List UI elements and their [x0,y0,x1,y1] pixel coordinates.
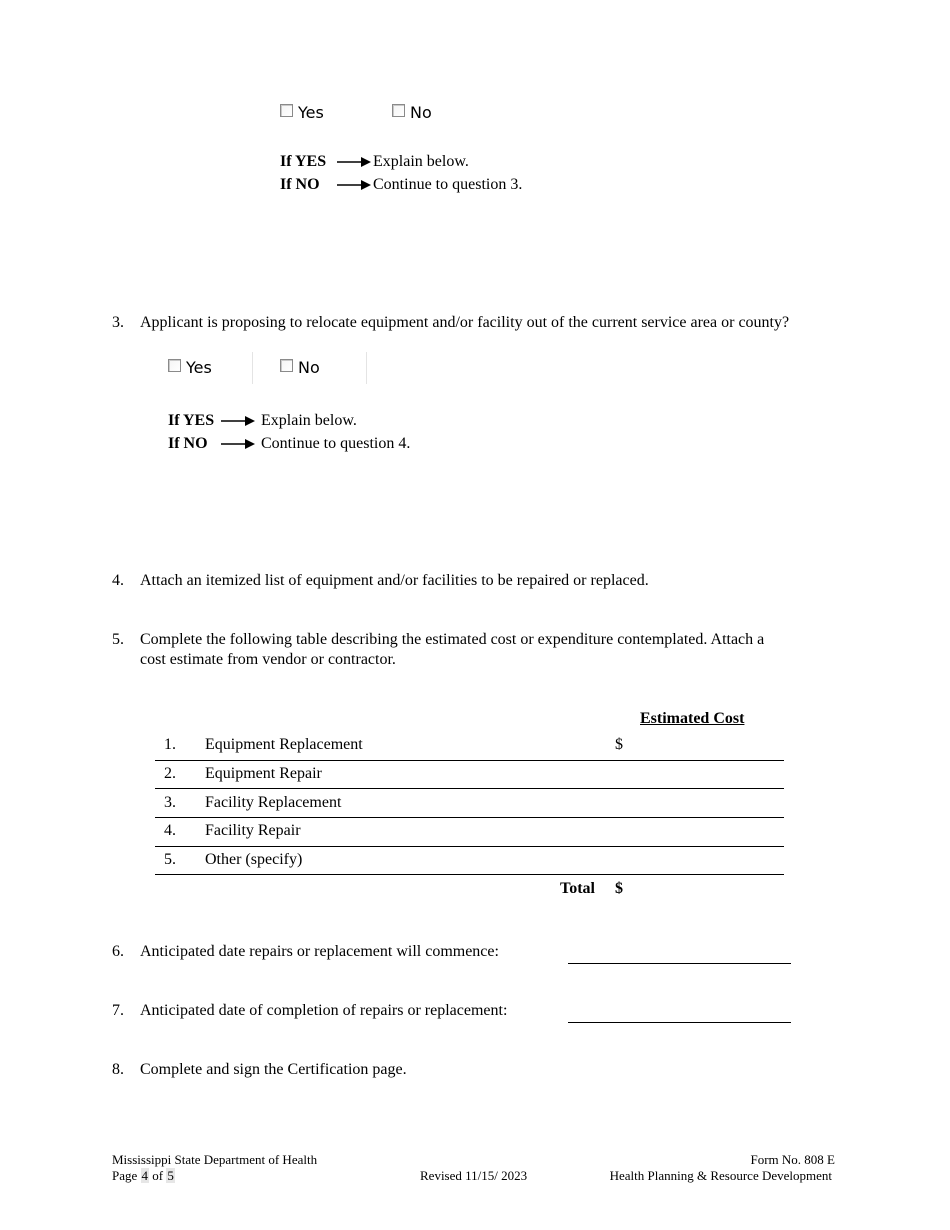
q2-yes-option[interactable] [280,103,324,122]
cost-row-number: 1. [164,736,176,753]
estimated-cost-header: Estimated Cost [640,710,745,727]
arrow-right-icon [337,155,371,173]
facility-repair-cost-field[interactable] [630,820,780,842]
q2-no-label: No [410,103,432,122]
q3-no-label: No [298,358,320,377]
q6-number: 6. [112,943,124,960]
q7-number: 7. [112,1002,124,1019]
equipment-repair-cost-field[interactable] [630,763,780,785]
cost-row-label: Other (specify) [205,851,303,868]
q3-yes-label: Yes [186,358,212,377]
cost-row-label: Facility Replacement [205,794,342,811]
q2-no-option[interactable] [392,103,432,122]
q3-yes-checkbox[interactable] [168,359,181,372]
q2-if-yes-label: If YES [280,153,327,170]
q3-yes-option[interactable] [168,358,212,377]
q2-if-no-line [280,176,320,194]
q3-if-yes-label: If YES [168,412,215,429]
equipment-replacement-cost-field[interactable] [630,734,780,756]
table-divider [155,874,784,875]
q5-text-line2: cost estimate from vendor or contractor. [140,651,396,668]
q3-number: 3. [112,314,124,331]
cost-row-number: 2. [164,765,176,782]
q2-if-yes-line [280,153,326,171]
other-cost-field[interactable] [630,849,780,871]
divider [366,352,367,384]
footer-page [112,1168,175,1184]
footer-form-no: Form No. 808 E [750,1152,835,1167]
q2-yes-label: Yes [298,103,324,122]
q2-no-checkbox[interactable] [392,104,405,117]
arrow-right-icon [221,414,255,432]
completion-date-field[interactable] [568,1022,791,1023]
dollar-sign: $ [615,736,623,753]
q3-if-no-text: Continue to question 4. [261,435,411,452]
page-current: 4 [141,1168,149,1183]
q3-if-no-label: If NO [168,435,208,452]
total-label: Total [560,880,595,897]
footer-revised: Revised 11/15/ 2023 [420,1168,528,1183]
q8-text: Complete and sign the Certification page. [140,1061,407,1078]
q3-if-no-line [168,435,208,453]
footer-org: Mississippi State Department of Health [112,1152,318,1167]
q6-text: Anticipated date repairs or replacement will commence: [140,943,499,960]
q8-number: 8. [112,1061,124,1078]
q7-text: Anticipated date of completion of repairs or replacement: [140,1002,508,1019]
arrow-right-icon [337,178,371,196]
q3-no-option[interactable] [280,358,320,377]
commence-date-field[interactable] [568,963,791,964]
cost-row-number: 5. [164,851,176,868]
q3-no-checkbox[interactable] [280,359,293,372]
table-divider [155,760,784,761]
q3-if-yes-line [168,412,214,430]
divider [252,352,253,384]
q3-no-wrap [280,358,320,378]
arrow-right-icon [221,437,255,455]
cost-row-label: Facility Repair [205,822,301,839]
q3-if-yes-text: Explain below. [261,412,357,429]
q2-yes-checkbox[interactable] [280,104,293,117]
q2-if-no-label: If NO [280,176,320,193]
q2-options [280,103,324,123]
page-total: 5 [167,1168,174,1183]
q3-text: Applicant is proposing to relocate equipment and/or facility out of the current service area or county? [140,314,790,331]
q5-number: 5. [112,631,124,648]
q5-text-line1: Complete the following table describing the estimated cost or expenditure contemplated. Attach a [140,631,765,648]
q2-if-no-text: Continue to question 3. [373,176,523,193]
q3-yes-wrap [168,358,212,378]
footer-division: Health Planning & Resource Development [609,1168,832,1183]
q2-no-wrap [392,103,432,123]
q4-number: 4. [112,572,124,589]
table-divider [155,788,784,789]
total-dollar-sign: $ [615,880,623,897]
table-divider [155,817,784,818]
facility-replacement-cost-field[interactable] [630,792,780,814]
cost-row-number: 4. [164,822,176,839]
q4-text: Attach an itemized list of equipment and/or facilities to be repaired or replaced. [140,572,649,589]
total-cost-field[interactable] [630,878,780,900]
page-prefix: Page [112,1168,138,1183]
q2-if-yes-text: Explain below. [373,153,469,170]
table-divider [155,846,784,847]
cost-row-number: 3. [164,794,176,811]
page-of: of [152,1168,164,1183]
cost-row-label: Equipment Repair [205,765,322,782]
cost-row-label: Equipment Replacement [205,736,363,753]
